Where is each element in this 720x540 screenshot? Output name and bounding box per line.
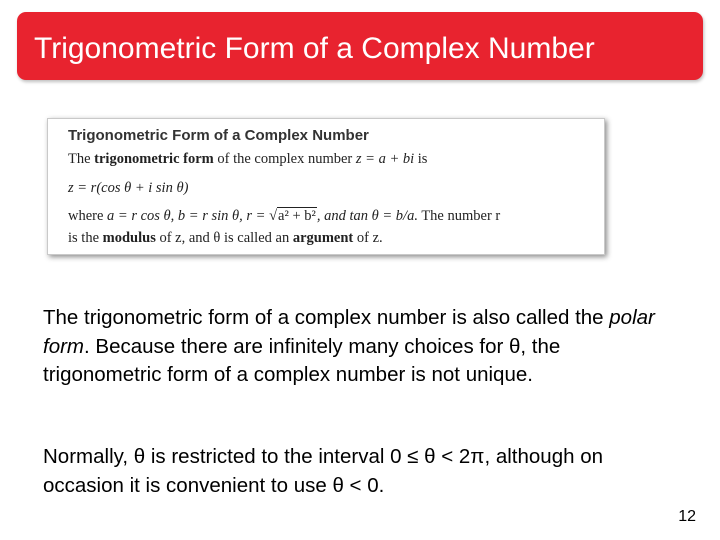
definition-text: The number r — [417, 208, 501, 224]
definition-text: of z, and θ is called an — [155, 230, 293, 246]
title-bar — [17, 12, 703, 80]
definition-math: , and tan θ = b/a. — [316, 208, 418, 224]
definition-term-argument: argument — [292, 230, 354, 246]
paragraph-text: . Because there are infinitely many choices for θ, the trigonometric form of a complex number is not unique. — [43, 334, 561, 386]
definition-box — [47, 118, 605, 255]
definition-term-trigonometric-form: trigonometric form — [94, 151, 214, 167]
definition-line-1 — [68, 151, 427, 168]
definition-text: where — [68, 208, 108, 224]
definition-line-3 — [68, 208, 500, 225]
definition-text: is the — [68, 230, 103, 246]
definition-term-modulus: modulus — [102, 230, 156, 246]
definition-line-4 — [68, 230, 383, 247]
definition-text: of the complex number — [213, 151, 356, 167]
paragraph-italic-term: polar form — [43, 306, 655, 358]
paragraph-theta-interval: Normally, θ is restricted to the interval 0 ≤ θ < 2π, although on occasion it is convenient to use θ < 0. — [43, 445, 603, 497]
square-root-radicand: a² + b² — [278, 208, 316, 224]
paragraph-text: The trigonometric form of a complex number is also called the — [43, 306, 610, 329]
formula-text: z = r(cos θ + i sin θ) — [68, 180, 189, 196]
definition-heading: Trigonometric Form of a Complex Number — [68, 127, 369, 144]
definition-formula — [68, 180, 188, 197]
definition-text: of z. — [353, 230, 383, 246]
page-number: 12 — [678, 508, 696, 525]
paragraph-polar-form — [43, 304, 683, 390]
definition-text: The — [68, 151, 95, 167]
slide-title: Trigonometric Form of a Complex Number — [34, 32, 595, 65]
definition-math: a = r cos θ, b = r sin θ, r = — [107, 208, 270, 224]
definition-math: z = a + bi — [355, 151, 415, 167]
definition-text: is — [414, 151, 428, 167]
square-root-symbol: √a² + b² — [269, 208, 316, 224]
